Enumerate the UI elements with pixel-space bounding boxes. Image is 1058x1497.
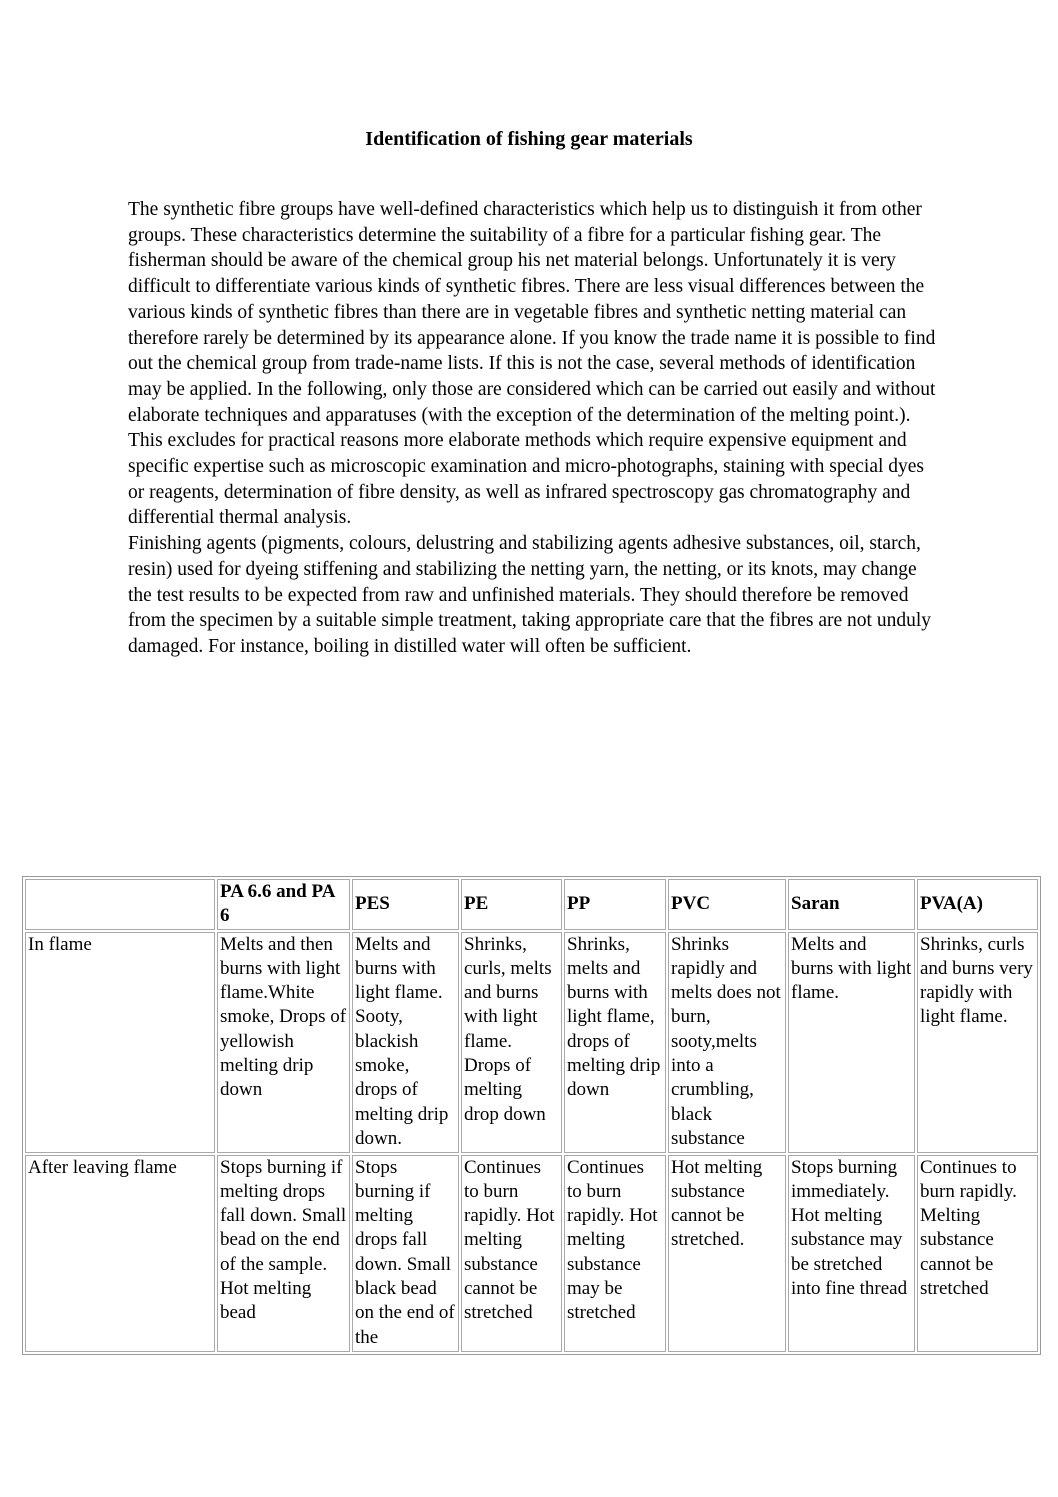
cell-text: Continues to burn rapidly. Hot melting substance cannot be stretched	[464, 1156, 555, 1324]
cell-text: Continues to burn rapidly. Hot melting substance may be stretched	[567, 1156, 658, 1324]
cell-in-flame-pe	[461, 932, 562, 1153]
cell-after-flame-pes	[352, 1155, 459, 1352]
header-row	[25, 879, 1038, 930]
cell-text: Shrinks rapidly and melts does not burn, sooty,melts into a crumbling, black substance	[671, 933, 781, 1149]
intro-paragraph-2: Finishing agents (pigments, colours, delustring and stabilizing agents adhesive substances, oil, starch, resin) used for dyeing stiffening and stabilizing the netting yarn, the netting, or its knots, may change the test results to be expected from raw and unfinished materials. They should therefore be removed from the specimen by a suitable simple treatment, taking appropriate care that the fibres are not unduly damaged. For instance, boiling in distilled water will often be sufficient.	[128, 533, 932, 657]
cell-after-flame-pa66-pa6	[217, 1155, 350, 1352]
cell-in-flame-pp	[564, 932, 666, 1153]
cell-text: Shrinks, curls, melts and burns with light flame. Drops of melting drop down	[464, 933, 552, 1125]
cell-after-flame-saran	[788, 1155, 915, 1352]
cell-text: Stops burning immediately. Hot melting substance may be stretched into fine thread	[791, 1156, 908, 1300]
cell-in-flame-saran	[788, 932, 915, 1153]
cell-after-flame-pp	[564, 1155, 666, 1352]
row-label-after-leaving-flame: After leaving flame	[25, 1155, 215, 1352]
cell-text: Stops burning if melting drops fall down. Small black bead on the end of the	[355, 1156, 455, 1348]
column-header-pes: PES	[352, 879, 459, 930]
page-title: Identification of fishing gear materials	[365, 128, 693, 150]
column-header-pvc: PVC	[668, 879, 786, 930]
column-header-pp: PP	[564, 879, 666, 930]
table-row-in-flame	[25, 932, 1038, 1153]
row-label-in-flame: In flame	[25, 932, 215, 1153]
cell-text: Melts and burns with light flame. Sooty, blackish smoke, drops of melting drip down.	[355, 933, 449, 1149]
cell-after-flame-pva	[917, 1155, 1038, 1352]
cell-text: Shrinks, curls and burns very rapidly with light flame.	[920, 933, 1033, 1028]
cell-text: Stops burning if melting drops fall down. Small bead on the end of the sample. Hot melting bead	[220, 1156, 347, 1324]
cell-text: Melts and then burns with light flame.White smoke, Drops of yellowish melting drip down	[220, 933, 347, 1101]
intro-paragraph-1: The synthetic fibre groups have well-defined characteristics which help us to distinguish it from other groups. These characteristics determine the suitability of a fibre for a particular fishing gear. The fisherman should be aware of the chemical group his net material belongs. Unfortunately it is very difficult to differentiate various kinds of synthetic fibres. There are less visual differences between the various kinds of synthetic fibres than there are in vegetable fibres and synthetic netting material can therefore rarely be determined by its appearance alone. If you know the trade name it is possible to find out the chemical group from trade-name lists. If this is not the case, several methods of identification may be applied. In the following, only those are considered which can be carried out easily and without elaborate techniques and apparatuses (with the exception of the determination of the melting point.). This excludes for practical reasons more elaborate methods which require expensive equipment and specific expertise such as microscopic examination and micro-photographs, staining with special dyes or reagents, determination of fibre density, as well as infrared spectroscopy gas chromatography and differential thermal analysis.	[128, 199, 936, 529]
cell-in-flame-pa66-pa6	[217, 932, 350, 1153]
materials-table	[22, 876, 1041, 1355]
cell-after-flame-pvc	[668, 1155, 786, 1352]
column-header-pa66-pa6: PA 6.6 and PA 6	[217, 879, 350, 930]
column-header-blank	[25, 879, 215, 930]
cell-text: Melts and burns with light flame.	[791, 933, 912, 1004]
column-header-pe: PE	[461, 879, 562, 930]
table-row-after-leaving-flame	[25, 1155, 1038, 1352]
cell-in-flame-pva	[917, 932, 1038, 1153]
column-header-saran: Saran	[788, 879, 915, 930]
cell-in-flame-pes	[352, 932, 459, 1153]
cell-text: Continues to burn rapidly. Melting substance cannot be stretched	[920, 1156, 1017, 1300]
intro-text	[128, 197, 936, 660]
column-header-pva: PVA(A)	[917, 879, 1038, 930]
cell-text: Shrinks, melts and burns with light flame, drops of melting drip down	[567, 933, 661, 1101]
cell-text: Hot melting substance cannot be stretched.	[671, 1156, 763, 1251]
cell-in-flame-pvc	[668, 932, 786, 1153]
cell-after-flame-pe	[461, 1155, 562, 1352]
